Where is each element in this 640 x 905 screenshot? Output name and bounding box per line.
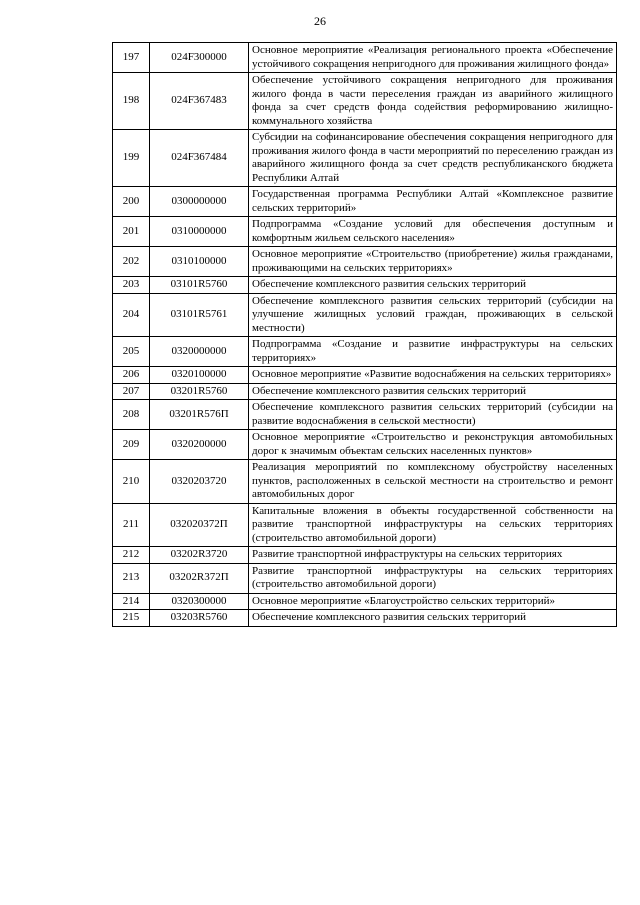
row-code: 0320300000 bbox=[150, 593, 249, 610]
row-name: Капитальные вложения в объекты государственной собственности на развитие транспортной инфраструктуры на сельских территориях (строительство автомобильной дороги) bbox=[249, 503, 617, 547]
table-row bbox=[113, 73, 617, 130]
row-number: 204 bbox=[113, 293, 150, 337]
table-row bbox=[113, 563, 617, 593]
table-row bbox=[113, 383, 617, 400]
row-number: 207 bbox=[113, 383, 150, 400]
table-row bbox=[113, 593, 617, 610]
table-row bbox=[113, 337, 617, 367]
row-number: 210 bbox=[113, 460, 150, 504]
row-number: 201 bbox=[113, 217, 150, 247]
row-name: Основное мероприятие «Строительство и реконструкция автомобильных дорог к значимым объектам сельских населенных пунктов» bbox=[249, 430, 617, 460]
row-code: 03201R576П bbox=[150, 400, 249, 430]
table-row bbox=[113, 277, 617, 294]
table-row bbox=[113, 187, 617, 217]
row-number: 213 bbox=[113, 563, 150, 593]
table-row bbox=[113, 400, 617, 430]
table-row bbox=[113, 293, 617, 337]
row-name: Обеспечение устойчивого сокращения непригодного для проживания жилого фонда в части переселения граждан из аварийного жилищного фонда за счет средств фонда содействия реформированию жилищно-коммунального хозяйства bbox=[249, 73, 617, 130]
row-code: 03101R5761 bbox=[150, 293, 249, 337]
row-name: Обеспечение комплексного развития сельских территорий bbox=[249, 610, 617, 627]
row-code: 0320200000 bbox=[150, 430, 249, 460]
row-number: 214 bbox=[113, 593, 150, 610]
row-code: 0310100000 bbox=[150, 247, 249, 277]
table-row bbox=[113, 610, 617, 627]
row-name: Обеспечение комплексного развития сельских территорий (субсидии на улучшение жилищных условий граждан, проживающих в сельской местности) bbox=[249, 293, 617, 337]
row-code: 032020372П bbox=[150, 503, 249, 547]
row-code: 0320203720 bbox=[150, 460, 249, 504]
row-code: 0320100000 bbox=[150, 367, 249, 384]
row-number: 209 bbox=[113, 430, 150, 460]
row-code: 0310000000 bbox=[150, 217, 249, 247]
row-number: 215 bbox=[113, 610, 150, 627]
table-row bbox=[113, 367, 617, 384]
row-number: 208 bbox=[113, 400, 150, 430]
row-number: 199 bbox=[113, 130, 150, 187]
row-name: Развитие транспортной инфраструктуры на сельских территориях (строительство автомобильной дороги) bbox=[249, 563, 617, 593]
row-name: Основное мероприятие «Благоустройство сельских территорий» bbox=[249, 593, 617, 610]
row-number: 211 bbox=[113, 503, 150, 547]
row-number: 197 bbox=[113, 43, 150, 73]
row-number: 198 bbox=[113, 73, 150, 130]
row-number: 203 bbox=[113, 277, 150, 294]
table-row bbox=[113, 503, 617, 547]
row-number: 212 bbox=[113, 547, 150, 564]
row-name: Основное мероприятие «Развитие водоснабжения на сельских территориях» bbox=[249, 367, 617, 384]
row-name: Развитие транспортной инфраструктуры на сельских территориях bbox=[249, 547, 617, 564]
budget-classification-table bbox=[112, 42, 617, 627]
row-number: 200 bbox=[113, 187, 150, 217]
row-code: 03101R5760 bbox=[150, 277, 249, 294]
row-code: 024F367483 bbox=[150, 73, 249, 130]
table-row bbox=[113, 547, 617, 564]
row-code: 03203R5760 bbox=[150, 610, 249, 627]
row-name: Реализация мероприятий по комплексному обустройству населенных пунктов, расположенных в сельской местности на строительство и ремонт автомобильных дорог bbox=[249, 460, 617, 504]
page-number: 26 bbox=[314, 14, 326, 28]
row-code: 024F300000 bbox=[150, 43, 249, 73]
row-number: 202 bbox=[113, 247, 150, 277]
row-name: Обеспечение комплексного развития сельских территорий (субсидии на развитие водоснабжения в сельской местности) bbox=[249, 400, 617, 430]
row-number: 206 bbox=[113, 367, 150, 384]
table-body bbox=[113, 43, 617, 627]
row-code: 03202R3720 bbox=[150, 547, 249, 564]
table-row bbox=[113, 217, 617, 247]
table-row bbox=[113, 460, 617, 504]
row-code: 0320000000 bbox=[150, 337, 249, 367]
row-name: Основное мероприятие «Реализация регионального проекта «Обеспечение устойчивого сокращения непригодного для проживания жилищного фонда» bbox=[249, 43, 617, 73]
row-name: Государственная программа Республики Алтай «Комплексное развитие сельских территорий» bbox=[249, 187, 617, 217]
row-code: 0300000000 bbox=[150, 187, 249, 217]
table-row bbox=[113, 130, 617, 187]
table-row bbox=[113, 43, 617, 73]
row-name: Основное мероприятие «Строительство (приобретение) жилья гражданами, проживающими на сельских территориях» bbox=[249, 247, 617, 277]
row-name: Подпрограмма «Создание условий для обеспечения доступным и комфортным жильем сельского населения» bbox=[249, 217, 617, 247]
row-number: 205 bbox=[113, 337, 150, 367]
row-code: 03202R372П bbox=[150, 563, 249, 593]
row-name: Субсидии на софинансирование обеспечения сокращения непригодного для проживания жилого фонда в части мероприятий по переселению граждан из аварийного жилищного фонда за счет средств республиканского бюджета Республики Алтай bbox=[249, 130, 617, 187]
row-code: 03201R5760 bbox=[150, 383, 249, 400]
row-code: 024F367484 bbox=[150, 130, 249, 187]
table-row bbox=[113, 247, 617, 277]
row-name: Обеспечение комплексного развития сельских территорий bbox=[249, 383, 617, 400]
table-row bbox=[113, 430, 617, 460]
row-name: Обеспечение комплексного развития сельских территорий bbox=[249, 277, 617, 294]
row-name: Подпрограмма «Создание и развитие инфраструктуры на сельских территориях» bbox=[249, 337, 617, 367]
